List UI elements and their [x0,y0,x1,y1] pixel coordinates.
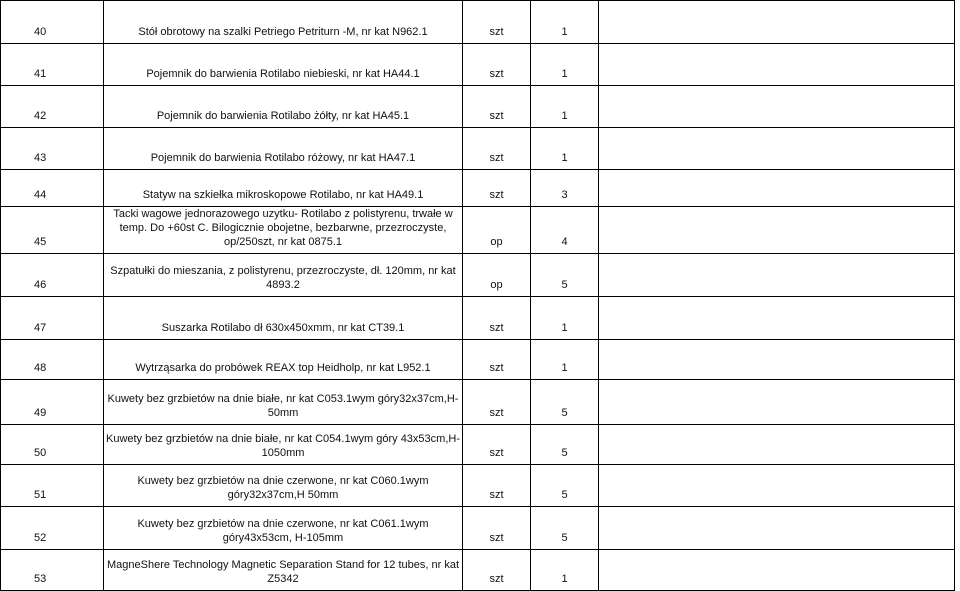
item-quantity: 1 [531,297,599,340]
table-row [1,254,955,297]
row-number: 45 [1,207,104,254]
item-unit: szt [463,340,531,380]
item-unit: szt [463,128,531,170]
item-quantity: 5 [531,380,599,425]
empty-cell [599,507,955,550]
item-unit: szt [463,507,531,550]
item-quantity: 1 [531,340,599,380]
row-number: 43 [1,128,104,170]
item-name: Pojemnik do barwienia Rotilabo żółty, nr kat HA45.1 [104,86,463,128]
item-unit: szt [463,1,531,44]
item-quantity: 1 [531,128,599,170]
item-name: Wytrząsarka do probówek REAX top Heidholp, nr kat L952.1 [104,340,463,380]
item-quantity: 5 [531,465,599,507]
empty-cell [599,207,955,254]
empty-cell [599,550,955,591]
empty-cell [599,297,955,340]
item-quantity: 5 [531,254,599,297]
item-name: Kuwety bez grzbietów na dnie białe, nr kat C054.1wym góry 43x53cm,H-1050mm [104,425,463,465]
item-quantity: 1 [531,550,599,591]
item-name: Kuwety bez grzbietów na dnie czerwone, nr kat C060.1wym góry32x37cm,H 50mm [104,465,463,507]
item-name: Pojemnik do barwienia Rotilabo niebieski, nr kat HA44.1 [104,44,463,86]
table-row [1,507,955,550]
empty-cell [599,465,955,507]
table-row [1,128,955,170]
row-number: 41 [1,44,104,86]
empty-cell [599,1,955,44]
row-number: 42 [1,86,104,128]
empty-cell [599,380,955,425]
empty-cell [599,86,955,128]
table-row [1,425,955,465]
item-quantity: 4 [531,207,599,254]
empty-cell [599,128,955,170]
table-row [1,86,955,128]
item-name: Suszarka Rotilabo dł 630x450xmm, nr kat CT39.1 [104,297,463,340]
item-unit: szt [463,380,531,425]
item-unit: szt [463,425,531,465]
item-quantity: 3 [531,170,599,207]
empty-cell [599,340,955,380]
empty-cell [599,254,955,297]
table-row [1,550,955,591]
row-number: 51 [1,465,104,507]
table-row [1,340,955,380]
row-number: 53 [1,550,104,591]
row-number: 47 [1,297,104,340]
table-row [1,170,955,207]
item-name: Statyw na szkiełka mikroskopowe Rotilabo, nr kat HA49.1 [104,170,463,207]
row-number: 50 [1,425,104,465]
item-unit: szt [463,297,531,340]
item-name: Stół obrotowy na szalki Petriego Petriturn -M, nr kat N962.1 [104,1,463,44]
item-unit: szt [463,170,531,207]
item-unit: op [463,254,531,297]
item-quantity: 5 [531,507,599,550]
item-unit: szt [463,550,531,591]
table-row [1,1,955,44]
item-name: Kuwety bez grzbietów na dnie czerwone, nr kat C061.1wym góry43x53cm, H-105mm [104,507,463,550]
table-row [1,465,955,507]
item-unit: szt [463,44,531,86]
row-number: 48 [1,340,104,380]
table-row [1,380,955,425]
empty-cell [599,170,955,207]
table-row [1,297,955,340]
item-name: Kuwety bez grzbietów na dnie białe, nr kat C053.1wym góry32x37cm,H-50mm [104,380,463,425]
item-quantity: 1 [531,1,599,44]
row-number: 44 [1,170,104,207]
row-number: 40 [1,1,104,44]
row-number: 49 [1,380,104,425]
table-row [1,207,955,254]
item-name: Szpatułki do mieszania, z polistyrenu, przezroczyste, dł. 120mm, nr kat 4893.2 [104,254,463,297]
item-unit: szt [463,465,531,507]
row-number: 46 [1,254,104,297]
item-unit: op [463,207,531,254]
table-row [1,44,955,86]
item-unit: szt [463,86,531,128]
item-name: Tacki wagowe jednorazowego uzytku- Rotilabo z polistyrenu, trwałe w temp. Do +60st C. Bilogicznie obojetne, bezbarwne, przezroczyste, op/250szt, nr kat 0875.1 [104,207,463,254]
row-number: 52 [1,507,104,550]
item-quantity: 1 [531,44,599,86]
item-name: MagneShere Technology Magnetic Separation Stand for 12 tubes, nr kat Z5342 [104,550,463,591]
item-quantity: 1 [531,86,599,128]
empty-cell [599,44,955,86]
item-name: Pojemnik do barwienia Rotilabo różowy, nr kat HA47.1 [104,128,463,170]
item-quantity: 5 [531,425,599,465]
empty-cell [599,425,955,465]
